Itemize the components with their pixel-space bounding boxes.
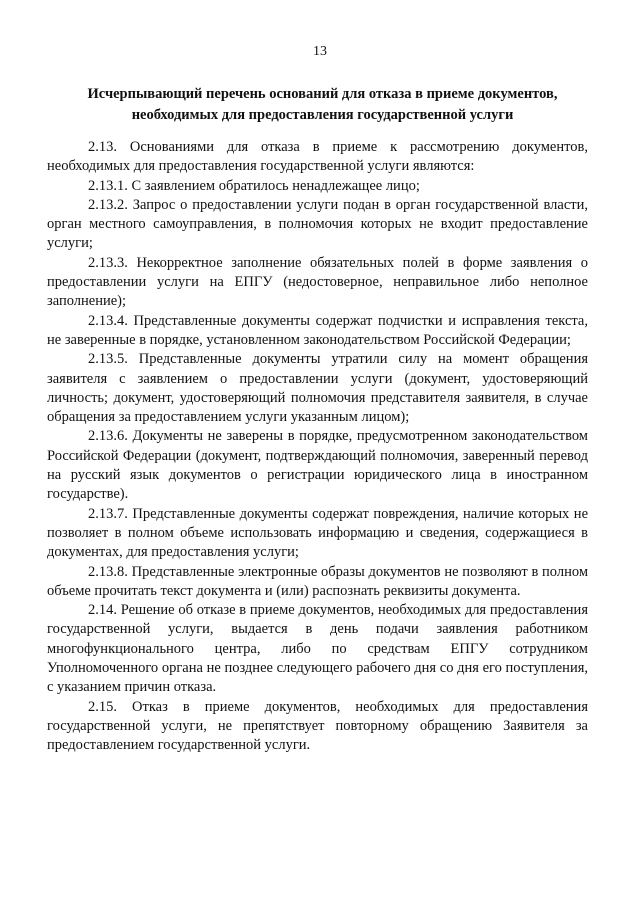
paragraph-2-13-5: 2.13.5. Представленные документы утратили силу на момент обращения заявителя с заявлением о предоставлении услуги (документ, удостоверяющий личность; документ, удостоверяющий полномочия представителя заявителя, в случае обращения за предоставлением услуги указанным лицом); <box>47 351 588 426</box>
paragraph-2-14: 2.14. Решение об отказе в приеме документов, необходимых для предоставления государственной услуги, выдается в день подачи заявления работником многофункционального центра, либо по средствам ЕПГУ сотрудником Уполномоченного органа не позднее следующего рабочего дня со дня его поступления, с указанием причин отказа. <box>47 602 588 696</box>
document-body <box>47 138 588 756</box>
page-number: 13 <box>313 44 327 59</box>
paragraph-2-13-6: 2.13.6. Документы не заверены в порядке, предусмотренном законодательством Российской Федерации (документ, подтверждающий полномочия, заверенный перевод на русский язык документов о регистрации юридического лица в иностранном государстве). <box>47 428 588 503</box>
paragraph-2-13-2: 2.13.2. Запрос о предоставлении услуги подан в орган государственной власти, орган местного самоуправления, в полномочия которых не входит предоставление услуги; <box>47 196 588 252</box>
paragraph-2-13: 2.13. Основаниями для отказа в приеме к рассмотрению документов, необходимых для предоставления государственной услуги являются: <box>47 139 588 175</box>
paragraph-2-13-8: 2.13.8. Представленные электронные образы документов не позволяют в полном объеме прочитать текст документа и (или) распознать реквизиты документа. <box>47 563 588 599</box>
paragraph-2-13-7: 2.13.7. Представленные документы содержат повреждения, наличие которых не позволяет в полном объеме использовать информацию и сведения, содержащиеся в документах, для предоставления услуги; <box>47 505 588 561</box>
paragraph-2-13-3: 2.13.3. Некорректное заполнение обязательных полей в форме заявления о предоставлении услуги на ЕПГУ (недостоверное, неправильное либо неполное заполнение); <box>47 254 588 310</box>
section-heading: Исчерпывающий перечень оснований для отказа в приеме документов, необходимых для предоставления государственной услуги <box>87 86 558 123</box>
paragraph-2-13-1: 2.13.1. С заявлением обратилось ненадлежащее лицо; <box>88 177 420 194</box>
paragraph-2-15: 2.15. Отказ в приеме документов, необходимых для предоставления государственной услуги, не препятствует повторному обращению Заявителя за предоставлением государственной услуги. <box>47 698 588 754</box>
paragraph-2-13-4: 2.13.4. Представленные документы содержат подчистки и исправления текста, не заверенные в порядке, установленном законодательством Российской Федерации; <box>47 312 588 348</box>
